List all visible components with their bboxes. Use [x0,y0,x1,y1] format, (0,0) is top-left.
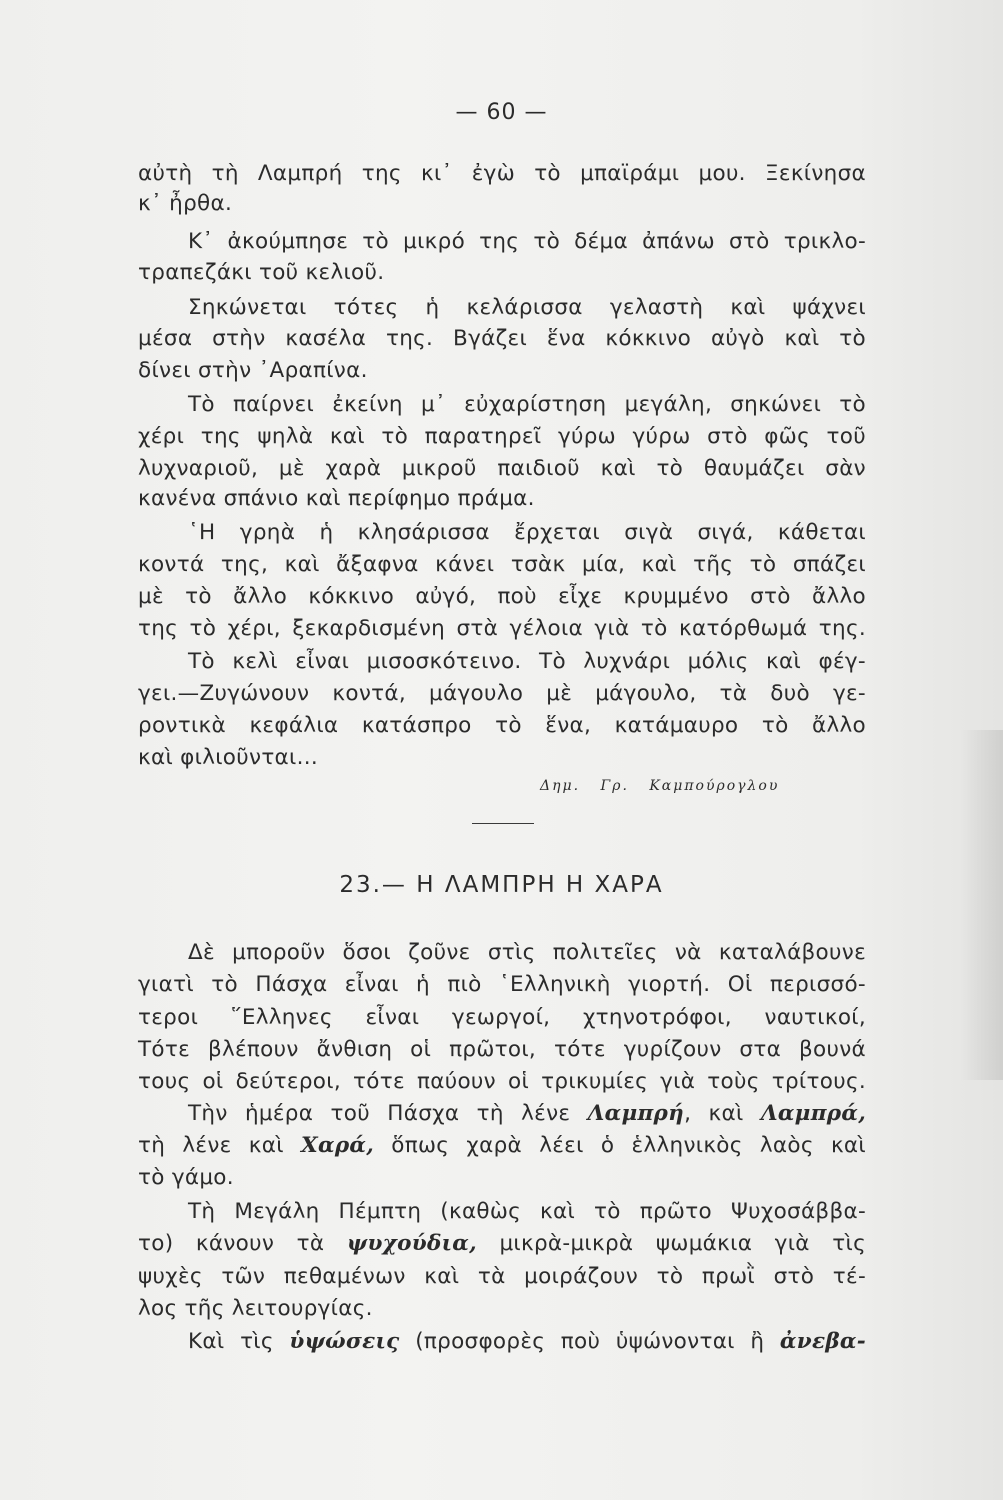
text-line: κοντά της, καὶ ἄξαφνα κάνει τσὰκ μία, καὶ τῆς τὸ σπάζει [138,552,866,577]
text-line: γιατὶ τὸ Πάσχα εἶναι ἡ πιὸ ῾Ελληνικὴ γιορτή. Οἱ περισσό- [138,972,866,997]
text-line [138,1098,866,1130]
text-line: αὐτὴ τὴ Λαμπρή της κι᾽ ἐγὼ τὸ μπαϊράμι μου. Ξεκίνησα [138,161,866,186]
text-line: χέρι της ψηλὰ καὶ τὸ παρατηρεῖ γύρω γύρω στὸ φῶς τοῦ [138,424,866,449]
text-line: Τὸ κελὶ εἶναι μισοσκότεινο. Τὸ λυχνάρι μόλις καὶ φέγ- [188,649,866,674]
page-edge-shadow [961,730,1003,1080]
text-line: κ᾽ ἦρθα. [138,191,233,216]
text-line: τὸ γάμο. [138,1165,234,1190]
text-line: τους οἱ δεύτεροι, τότε παύουν οἱ τρικυμίες γιὰ τοὺς τρίτους. [138,1069,866,1094]
text-line: Τὸ παίρνει ἐκείνη μ᾽ εὐχαρίστηση μεγάλη, σηκώνει τὸ [188,392,866,417]
text-line [138,1228,866,1260]
page-number: — 60 — [455,100,548,125]
text-line: ψυχὲς τῶν πεθαμένων καὶ τὰ μοιράζουν τὸ πρωῒ στὸ τέ- [138,1264,866,1289]
text-span: ὅπως χαρὰ λέει ὁ ἑλληνικὸς λαὸς καὶ [374,1133,866,1158]
emphasis-text: Χαρά, [301,1133,375,1158]
text-span: Τὴν ἡμέρα τοῦ Πάσχα τὴ λένε [188,1101,588,1126]
text-line: Τότε βλέπουν ἄνθιση οἱ πρῶτοι, τότε γυρίζουν στα βουνά [138,1037,866,1062]
text-line: μέσα στὴν κασέλα της. Βγάζει ἕνα κόκκινο αὐγὸ καὶ τὸ [138,326,866,351]
text-line: τεροι ῞Ελληνες εἶναι γεωργοί, χτηνοτρόφοι, ναυτικοί, [138,1005,866,1030]
text-line: λος τῆς λειτουργίας. [138,1296,373,1321]
text-line: δίνει στὴν ᾽Αραπίνα. [138,358,368,383]
text-line: της τὸ χέρι, ξεκαρδισμένη στὰ γέλοια γιὰ τὸ κατόρθωμά της. [138,616,866,641]
emphasis-text: Λαμπρά, [760,1101,866,1126]
section-divider [472,823,534,824]
emphasis-text: ἀνεβα- [779,1329,866,1354]
text-line: Σηκώνεται τότες ἡ κελάρισσα γελαστὴ καὶ ψάχνει [188,295,866,320]
text-line [138,1326,866,1358]
text-line: μὲ τὸ ἄλλο κόκκινο αὐγό, ποὺ εἶχε κρυμμένο στὸ ἄλλο [138,584,866,609]
text-line [138,1130,866,1162]
text-span: τὴ λένε καὶ [138,1133,301,1158]
text-span: , καὶ [684,1101,761,1126]
section-heading: 23.— Η ΛΑΜΠΡΗ Η ΧΑΡΑ [339,872,664,898]
text-line: ῾Η γρηὰ ἡ κλησάρισσα ἔρχεται σιγὰ σιγά, κάθεται [188,520,866,545]
text-line: λυχναριοῦ, μὲ χαρὰ μικροῦ παιδιοῦ καὶ τὸ θαυμάζει σὰν [138,456,866,481]
text-line: Κ᾽ ἀκούμπησε τὸ μικρό της τὸ δέμα ἀπάνω στὸ τρικλο- [188,229,866,254]
text-line: Δὲ μποροῦν ὅσοι ζοῦνε στὶς πολιτεῖες νὰ καταλάβουνε [188,940,866,965]
author-signature: Δημ. Γρ. Καμπούρογλου [540,778,780,794]
text-line: γει.—Ζυγώνουν κοντά, μάγουλο μὲ μάγουλο, τὰ δυὸ γε- [138,681,866,706]
text-line: ροντικὰ κεφάλια κατάσπρο τὸ ἕνα, κατάμαυρο τὸ ἄλλο [138,713,866,738]
text-line: τραπεζάκι τοῦ κελιοῦ. [138,260,385,285]
emphasis-text: ψυχούδια, [346,1231,477,1256]
text-span: (προσφορὲς ποὺ ὑψώνονται ἢ [399,1329,780,1354]
emphasis-text: Λαμπρή [587,1101,685,1126]
emphasis-text: ὑψώσεις [289,1329,400,1354]
text-span: μικρὰ-μικρὰ ψωμάκια γιὰ τὶς [476,1231,866,1256]
text-span: το) κάνουν τὰ [138,1231,347,1256]
text-span: Καὶ τὶς [188,1329,290,1354]
text-line: κανένα σπάνιο καὶ περίφημο πράμα. [138,486,535,511]
text-line: Τὴ Μεγάλη Πέμπτη (καθὼς καὶ τὸ πρῶτο Ψυχοσάββα- [188,1199,866,1224]
text-line: καὶ φιλιοῦνται... [138,745,319,770]
